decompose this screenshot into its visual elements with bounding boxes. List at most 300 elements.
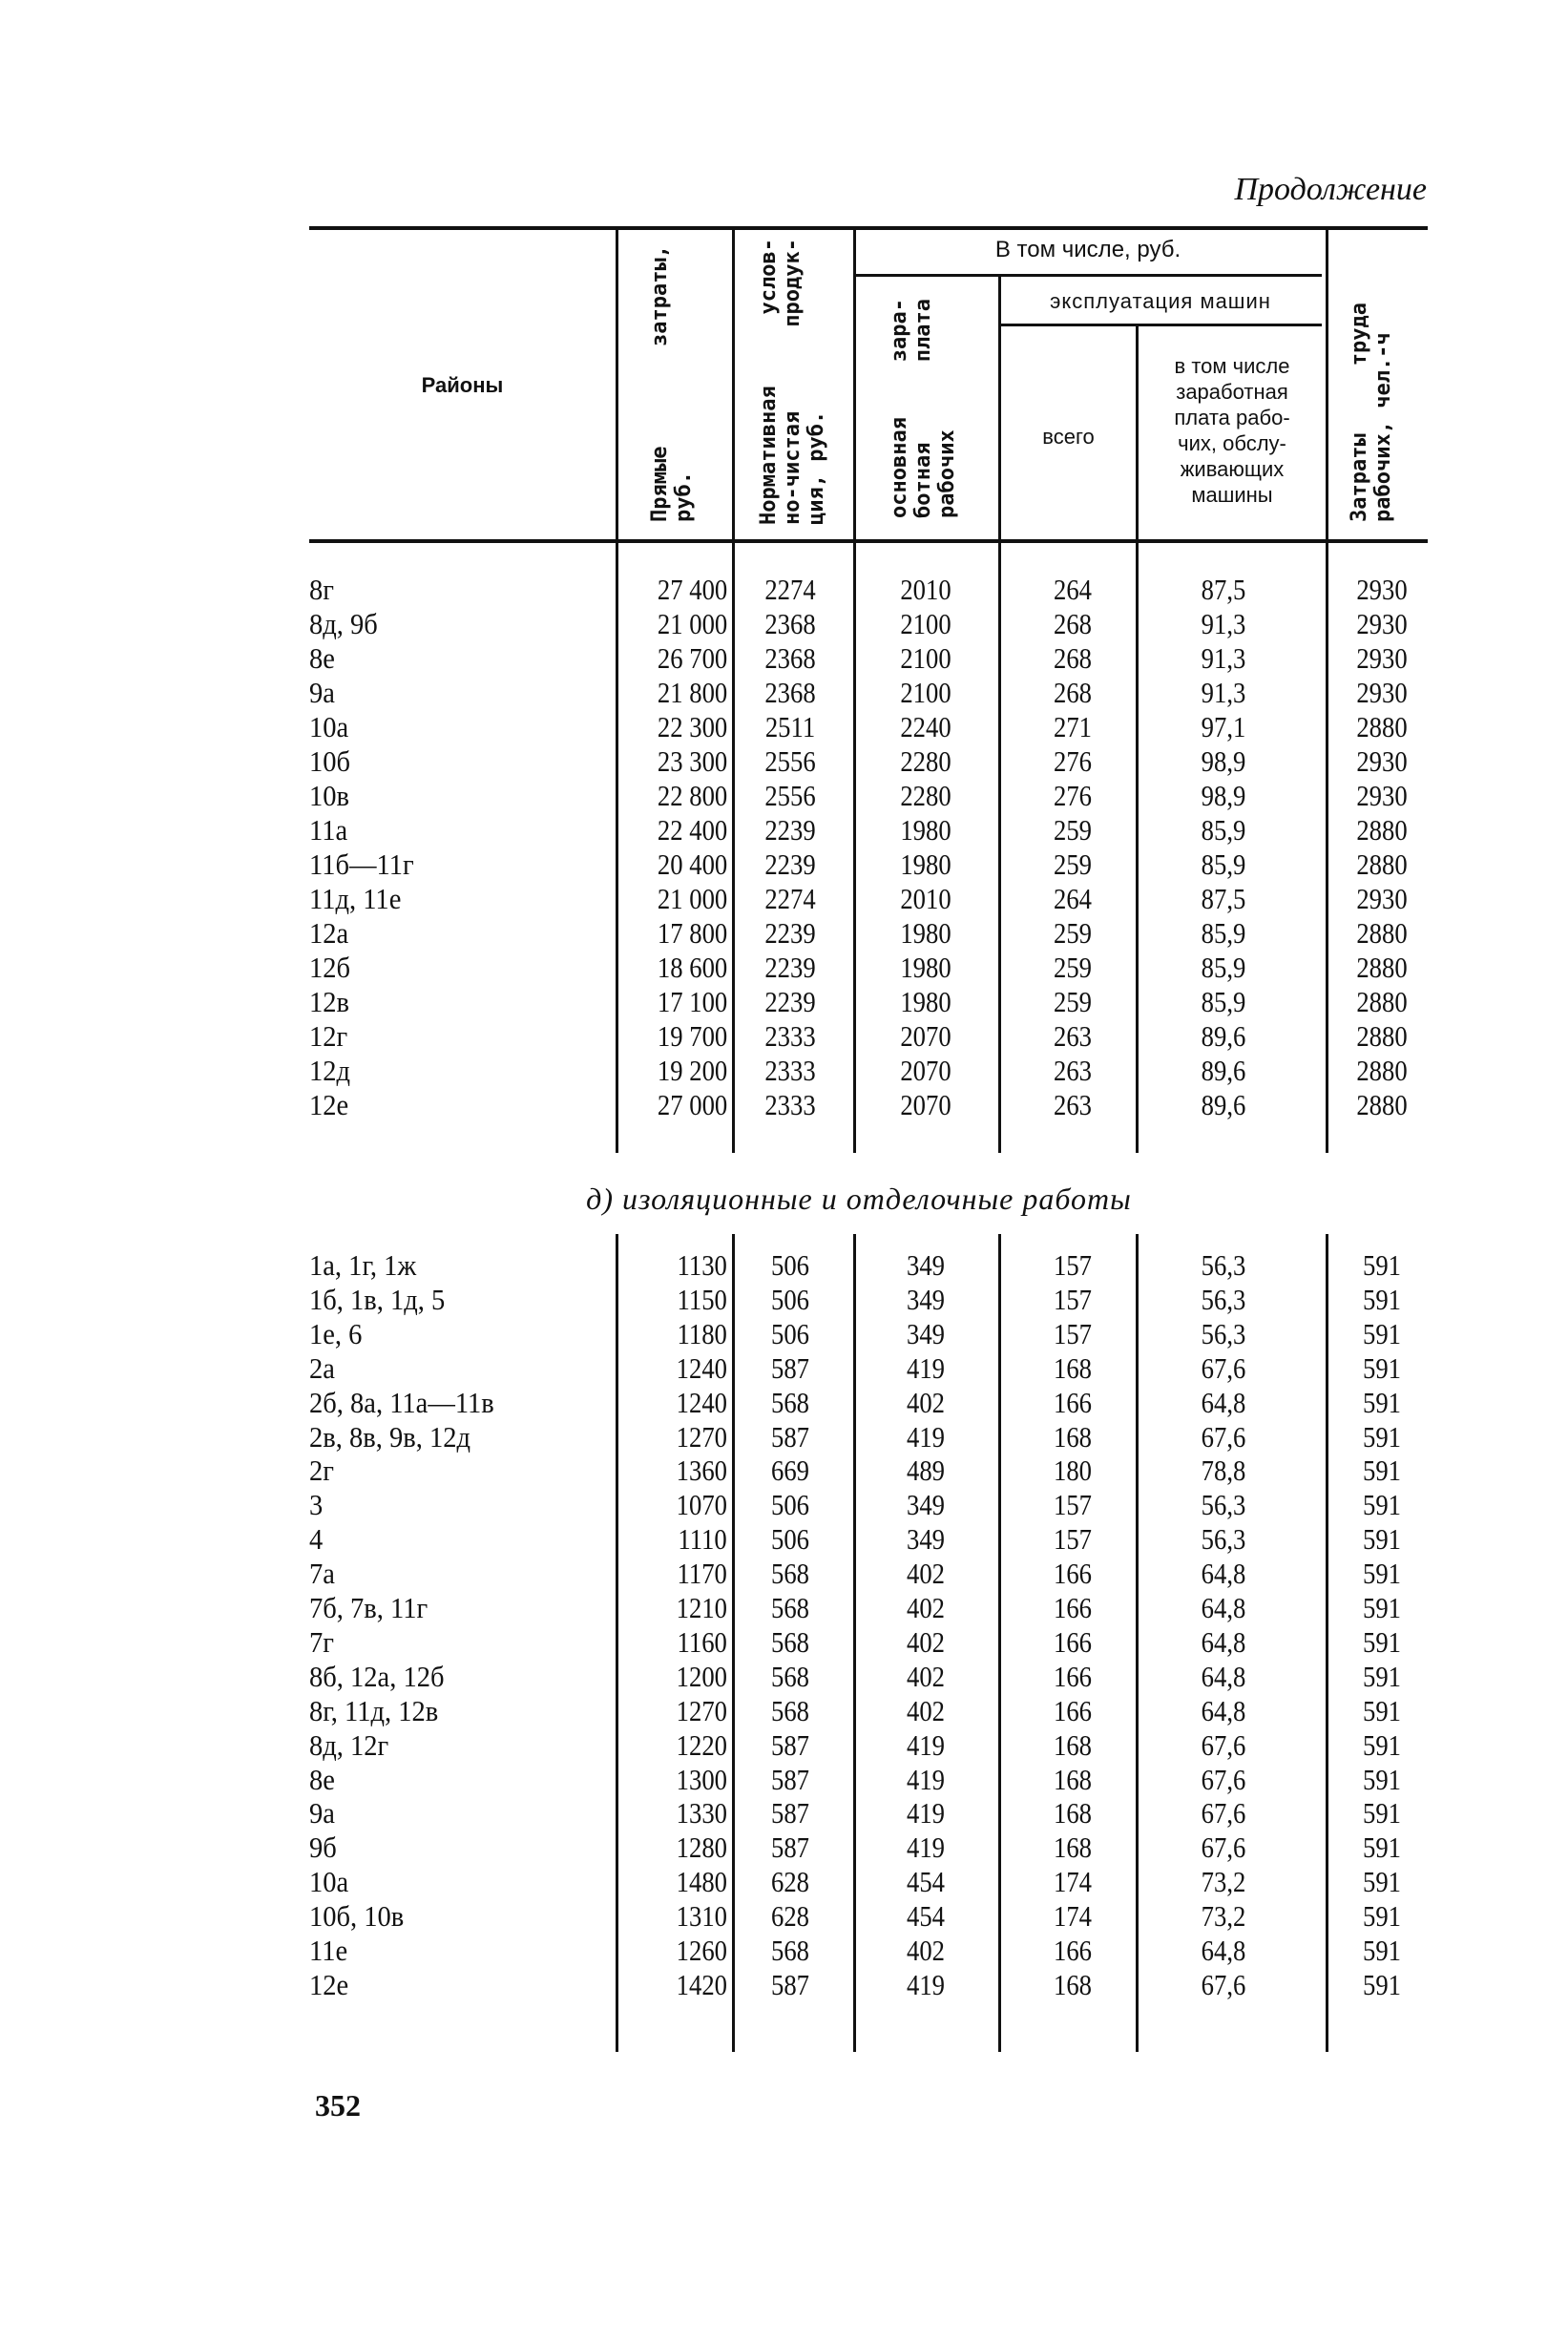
district-label: 8д, 12г <box>309 1727 389 1762</box>
table-cell: 73,2 <box>1201 1865 1246 1899</box>
table-cell: 591 <box>1363 1865 1401 1899</box>
table-cell: 2100 <box>900 676 951 709</box>
table-cell: 568 <box>771 1624 809 1659</box>
table-cell: 2100 <box>900 641 951 675</box>
header-machine-wages <box>1139 353 1326 508</box>
district-label: 9б <box>309 1830 337 1865</box>
table-cell: 2511 <box>764 710 816 743</box>
header-line: ботная плата <box>911 299 935 518</box>
table-cell: 2930 <box>1356 607 1408 640</box>
table-cell: 2274 <box>764 882 816 915</box>
table-cell: 263 <box>1054 1019 1092 1053</box>
table-cell: 591 <box>1363 1899 1401 1934</box>
table-cell: 64,8 <box>1201 1591 1246 1624</box>
table-cell: 402 <box>907 1591 945 1624</box>
district-label: 12е <box>309 1088 349 1121</box>
table-cell: 628 <box>771 1899 809 1934</box>
table-cell: 85,9 <box>1201 916 1246 950</box>
district-label: 7г <box>309 1624 334 1659</box>
table-cell: 591 <box>1363 1727 1401 1762</box>
table-cell: 26 700 <box>657 641 727 675</box>
table-cell: 97,1 <box>1201 710 1246 743</box>
table-cell: 268 <box>1054 607 1092 640</box>
table-cell: 2556 <box>764 744 816 778</box>
table-cell: 568 <box>771 1557 809 1591</box>
table-cell: 56,3 <box>1201 1248 1246 1282</box>
district-label: 10б, 10в <box>309 1899 405 1934</box>
table-cell: 2930 <box>1356 882 1408 915</box>
table-cell: 174 <box>1054 1899 1092 1934</box>
table-cell: 87,5 <box>1201 882 1246 915</box>
table-cell: 91,3 <box>1201 676 1246 709</box>
table-cell: 591 <box>1363 1693 1401 1727</box>
table-cell: 85,9 <box>1201 951 1246 984</box>
table-cell: 402 <box>907 1624 945 1659</box>
district-label: 8г, 11д, 12в <box>309 1693 439 1727</box>
table-cell: 568 <box>771 1591 809 1624</box>
table-cell: 85,9 <box>1201 985 1246 1018</box>
table-cell: 349 <box>907 1282 945 1316</box>
table-cell: 268 <box>1054 676 1092 709</box>
table-cell: 587 <box>771 1762 809 1796</box>
table-cell: 2880 <box>1356 1088 1408 1121</box>
table-cell: 591 <box>1363 1796 1401 1830</box>
table-cell: 64,8 <box>1201 1385 1246 1419</box>
header-line: плата рабо- <box>1174 406 1290 429</box>
district-label: 12е <box>309 1967 349 2001</box>
table-cell: 1980 <box>900 916 951 950</box>
table-cell: 402 <box>907 1385 945 1419</box>
table-cell: 349 <box>907 1522 945 1557</box>
table-cell: 23 300 <box>657 744 727 778</box>
table-cell: 259 <box>1054 916 1092 950</box>
table-cell: 64,8 <box>1201 1624 1246 1659</box>
district-label: 12б <box>309 951 351 984</box>
table-cell: 64,8 <box>1201 1934 1246 1967</box>
table-cell: 2880 <box>1356 710 1408 743</box>
table-cell: 591 <box>1363 1522 1401 1557</box>
table-cell: 85,9 <box>1201 847 1246 881</box>
table-cell: 628 <box>771 1865 809 1899</box>
table-cell: 2280 <box>900 779 951 812</box>
table-cell: 56,3 <box>1201 1488 1246 1522</box>
table-cell: 2368 <box>764 607 816 640</box>
table-cell: 419 <box>907 1967 945 2001</box>
table-cell: 22 800 <box>657 779 727 812</box>
table-cell: 349 <box>907 1248 945 1282</box>
table-cell: 2239 <box>764 847 816 881</box>
district-label: 7а <box>309 1557 335 1591</box>
table-cell: 2368 <box>764 641 816 675</box>
district-label: 12д <box>309 1054 351 1087</box>
table-cell: 1480 <box>676 1865 727 1899</box>
table-cell: 506 <box>771 1316 809 1350</box>
header-line: Затраты труда <box>1348 303 1371 522</box>
table-cell: 73,2 <box>1201 1899 1246 1934</box>
table-cell: 56,3 <box>1201 1282 1246 1316</box>
table-cell: 168 <box>1054 1350 1092 1385</box>
table-cell: 1980 <box>900 951 951 984</box>
header-line: рабочих, чел.-ч <box>1371 332 1395 522</box>
table-cell: 402 <box>907 1659 945 1693</box>
header-line: Нормативная услов- <box>757 239 781 525</box>
table-cell: 166 <box>1054 1934 1092 1967</box>
table-cell: 1300 <box>676 1762 727 1796</box>
table-cell: 591 <box>1363 1282 1401 1316</box>
table-top-rule <box>309 226 1428 230</box>
table-cell: 402 <box>907 1934 945 1967</box>
table-cell: 2239 <box>764 916 816 950</box>
table-cell: 98,9 <box>1201 779 1246 812</box>
table-cell: 591 <box>1363 1624 1401 1659</box>
table-cell: 591 <box>1363 1934 1401 1967</box>
header-including: В том числе, руб. <box>994 237 1181 262</box>
table-cell: 1160 <box>677 1624 727 1659</box>
table-cell: 21 000 <box>657 882 727 915</box>
table-cell: 2070 <box>900 1019 951 1053</box>
table-cell: 1980 <box>900 813 951 847</box>
table-cell: 263 <box>1054 1088 1092 1121</box>
table-cell: 64,8 <box>1201 1659 1246 1693</box>
table-cell: 419 <box>907 1419 945 1454</box>
table-cell: 1240 <box>676 1385 727 1419</box>
table-cell: 2930 <box>1356 779 1408 812</box>
table-cell: 591 <box>1363 1762 1401 1796</box>
table-cell: 2280 <box>900 744 951 778</box>
district-label: 2г <box>309 1454 334 1488</box>
table-cell: 506 <box>771 1522 809 1557</box>
table-cell: 2333 <box>764 1088 816 1121</box>
table-cell: 27 000 <box>657 1088 727 1121</box>
table-cell: 67,6 <box>1201 1967 1246 2001</box>
table-cell: 419 <box>907 1350 945 1385</box>
district-label: 11а <box>309 813 348 847</box>
table-cell: 349 <box>907 1488 945 1522</box>
table-cell: 1070 <box>676 1488 727 1522</box>
table-cell: 67,6 <box>1201 1830 1246 1865</box>
table-cell: 489 <box>907 1454 945 1488</box>
table-cell: 2880 <box>1356 916 1408 950</box>
page-number: 352 <box>315 2088 361 2123</box>
table-cell: 168 <box>1054 1727 1092 1762</box>
table-cell: 19 700 <box>657 1019 727 1053</box>
table-cell: 21 000 <box>657 607 727 640</box>
table-cell: 2274 <box>764 573 816 606</box>
table-cell: 276 <box>1054 779 1092 812</box>
district-label: 12а <box>309 916 349 950</box>
table-cell: 271 <box>1054 710 1092 743</box>
table-cell: 89,6 <box>1201 1054 1246 1087</box>
table-cell: 591 <box>1363 1248 1401 1282</box>
table-cell: 166 <box>1054 1624 1092 1659</box>
header-line: чих, обслу- <box>1178 431 1286 455</box>
table-cell: 1270 <box>676 1693 727 1727</box>
table-cell: 1130 <box>677 1248 727 1282</box>
header-line: в том числе <box>1174 354 1290 378</box>
district-label: 9а <box>309 676 335 709</box>
table-cell: 587 <box>771 1796 809 1830</box>
district-label: 10а <box>309 1865 349 1899</box>
table-cell: 454 <box>907 1865 945 1899</box>
table-cell: 349 <box>907 1316 945 1350</box>
header-divider <box>998 277 1001 540</box>
table-cell: 64,8 <box>1201 1693 1246 1727</box>
table-cell: 1420 <box>676 1967 727 2001</box>
table-cell: 2880 <box>1356 1019 1408 1053</box>
district-label: 10а <box>309 710 349 743</box>
table-cell: 268 <box>1054 641 1092 675</box>
table-cell: 1360 <box>676 1454 727 1488</box>
table-cell: 157 <box>1054 1316 1092 1350</box>
header-line: руб. <box>672 471 696 522</box>
table-cell: 91,3 <box>1201 641 1246 675</box>
table-cell: 1240 <box>676 1350 727 1385</box>
table-cell: 166 <box>1054 1693 1092 1727</box>
district-label: 8д, 9б <box>309 607 378 640</box>
table-cell: 264 <box>1054 882 1092 915</box>
table-cell: 20 400 <box>657 847 727 881</box>
table-cell: 591 <box>1363 1967 1401 2001</box>
table-cell: 166 <box>1054 1659 1092 1693</box>
table-cell: 2930 <box>1356 744 1408 778</box>
table-cell: 1170 <box>677 1557 727 1591</box>
district-label: 8г <box>309 573 334 606</box>
table-cell: 506 <box>771 1248 809 1282</box>
table-cell: 17 800 <box>657 916 727 950</box>
district-label: 12в <box>309 985 349 1018</box>
table-cell: 157 <box>1054 1282 1092 1316</box>
continuation-label: Продолжение <box>1234 172 1427 207</box>
table-cell: 591 <box>1363 1316 1401 1350</box>
table-cell: 2333 <box>764 1019 816 1053</box>
table-cell: 591 <box>1363 1488 1401 1522</box>
table-cell: 1980 <box>900 847 951 881</box>
table-cell: 591 <box>1363 1830 1401 1865</box>
table-cell: 56,3 <box>1201 1316 1246 1350</box>
table-cell: 264 <box>1054 573 1092 606</box>
table-cell: 454 <box>907 1899 945 1934</box>
table-cell: 168 <box>1054 1762 1092 1796</box>
table-cell: 22 300 <box>657 710 727 743</box>
table-cell: 18 600 <box>657 951 727 984</box>
table-cell: 419 <box>907 1796 945 1830</box>
table-cell: 259 <box>1054 985 1092 1018</box>
table-cell: 85,9 <box>1201 813 1246 847</box>
table-cell: 67,6 <box>1201 1796 1246 1830</box>
header-divider <box>616 230 618 540</box>
district-label: 12г <box>309 1019 348 1053</box>
table-cell: 587 <box>771 1727 809 1762</box>
table-cell: 591 <box>1363 1591 1401 1624</box>
table-cell: 2880 <box>1356 1054 1408 1087</box>
district-label: 7б, 7в, 11г <box>309 1591 429 1624</box>
table-cell: 27 400 <box>657 573 727 606</box>
district-label: 1а, 1г, 1ж <box>309 1248 417 1282</box>
table-cell: 67,6 <box>1201 1727 1246 1762</box>
table-cell: 2240 <box>900 710 951 743</box>
header-line: но-чистая продук- <box>781 239 805 525</box>
table-cell: 506 <box>771 1488 809 1522</box>
table-cell: 78,8 <box>1201 1454 1246 1488</box>
table-cell: 2556 <box>764 779 816 812</box>
header-machine-operation: эксплуатация машин <box>1050 289 1271 313</box>
table-cell: 2930 <box>1356 573 1408 606</box>
table-cell: 2880 <box>1356 985 1408 1018</box>
table-cell: 67,6 <box>1201 1762 1246 1796</box>
table-cell: 64,8 <box>1201 1557 1246 1591</box>
table-cell: 591 <box>1363 1454 1401 1488</box>
header-base-wages <box>888 299 964 518</box>
table-cell: 174 <box>1054 1865 1092 1899</box>
table-cell: 87,5 <box>1201 573 1246 606</box>
column-divider <box>616 543 618 1153</box>
table-cell: 2010 <box>900 573 951 606</box>
table-cell: 168 <box>1054 1830 1092 1865</box>
table-cell: 402 <box>907 1557 945 1591</box>
table-cell: 587 <box>771 1967 809 2001</box>
table-cell: 2368 <box>764 676 816 709</box>
header-districts: Районы <box>421 373 504 397</box>
table-cell: 89,6 <box>1201 1088 1246 1121</box>
table-cell: 2880 <box>1356 847 1408 881</box>
district-label: 1е, 6 <box>309 1316 363 1350</box>
table-cell: 22 400 <box>657 813 727 847</box>
table-cell: 591 <box>1363 1659 1401 1693</box>
table-cell: 259 <box>1054 951 1092 984</box>
table-cell: 587 <box>771 1830 809 1865</box>
table-cell: 419 <box>907 1762 945 1796</box>
table-cell: 1260 <box>676 1934 727 1967</box>
table-cell: 1270 <box>676 1419 727 1454</box>
table-cell: 67,6 <box>1201 1350 1246 1385</box>
table-cell: 1330 <box>676 1796 727 1830</box>
column-divider <box>616 1234 618 2052</box>
table-cell: 587 <box>771 1350 809 1385</box>
header-line: Прямые затраты, <box>648 245 672 522</box>
district-label: 11е <box>309 1934 348 1967</box>
table-cell: 89,6 <box>1201 1019 1246 1053</box>
header-normative-output <box>757 239 833 525</box>
table-cell: 168 <box>1054 1967 1092 2001</box>
table-cell: 168 <box>1054 1419 1092 1454</box>
district-label: 3 <box>309 1488 324 1522</box>
table-cell: 402 <box>907 1693 945 1727</box>
district-label: 2б, 8а, 11а—11в <box>309 1385 494 1419</box>
table-cell: 591 <box>1363 1419 1401 1454</box>
header-line: машины <box>1191 483 1273 507</box>
table-cell: 506 <box>771 1282 809 1316</box>
district-label: 10в <box>309 779 349 812</box>
table-cell: 1200 <box>676 1659 727 1693</box>
section-title: д) изоляционные и отделочные работы <box>586 1182 1132 1216</box>
district-label: 11д, 11е <box>309 882 402 915</box>
table-cell: 157 <box>1054 1248 1092 1282</box>
table-cell: 2880 <box>1356 951 1408 984</box>
table-cell: 166 <box>1054 1557 1092 1591</box>
table-cell: 17 100 <box>657 985 727 1018</box>
table-cell: 591 <box>1363 1385 1401 1419</box>
header-direct-costs <box>648 245 701 522</box>
table-cell: 591 <box>1363 1350 1401 1385</box>
table-cell: 2100 <box>900 607 951 640</box>
table-cell: 67,6 <box>1201 1419 1246 1454</box>
header-divider <box>853 230 856 540</box>
table-cell: 168 <box>1054 1796 1092 1830</box>
header-total: всего <box>1042 425 1095 449</box>
table-cell: 669 <box>771 1454 809 1488</box>
district-label: 11б—11г <box>309 847 414 881</box>
district-label: 1б, 1в, 1д, 5 <box>309 1282 446 1316</box>
table-cell: 568 <box>771 1693 809 1727</box>
table-cell: 591 <box>1363 1557 1401 1591</box>
header-divider <box>732 230 735 540</box>
table-cell: 56,3 <box>1201 1522 1246 1557</box>
table-cell: 276 <box>1054 744 1092 778</box>
table-cell: 1280 <box>676 1830 727 1865</box>
table-cell: 419 <box>907 1830 945 1865</box>
district-label: 8е <box>309 641 335 675</box>
table-cell: 259 <box>1054 813 1092 847</box>
table-cell: 166 <box>1054 1591 1092 1624</box>
table-cell: 2070 <box>900 1054 951 1087</box>
header-bottom-rule <box>309 539 1428 543</box>
header-line: основная зара- <box>888 299 911 518</box>
table-cell: 1980 <box>900 985 951 1018</box>
table-cell: 587 <box>771 1419 809 1454</box>
table-cell: 1150 <box>677 1282 727 1316</box>
table-cell: 2239 <box>764 951 816 984</box>
table-cell: 2010 <box>900 882 951 915</box>
header-line: живающих <box>1180 457 1285 481</box>
district-label: 9а <box>309 1796 335 1830</box>
table-cell: 2930 <box>1356 676 1408 709</box>
header-line: ция, руб. <box>805 410 828 525</box>
district-label: 8б, 12а, 12б <box>309 1659 445 1693</box>
table-cell: 259 <box>1054 847 1092 881</box>
including-sub-rule <box>854 274 1322 277</box>
table-cell: 2880 <box>1356 813 1408 847</box>
table-cell: 1180 <box>677 1316 727 1350</box>
table-cell: 568 <box>771 1385 809 1419</box>
table-cell: 419 <box>907 1727 945 1762</box>
district-label: 8е <box>309 1762 335 1796</box>
table-cell: 98,9 <box>1201 744 1246 778</box>
header-labor <box>1348 303 1401 522</box>
table-cell: 157 <box>1054 1522 1092 1557</box>
table-cell: 157 <box>1054 1488 1092 1522</box>
table-cell: 2070 <box>900 1088 951 1121</box>
table-cell: 568 <box>771 1934 809 1967</box>
header-line: заработная <box>1176 380 1288 404</box>
district-label: 10б <box>309 744 351 778</box>
table-cell: 2239 <box>764 985 816 1018</box>
table-cell: 1110 <box>678 1522 727 1557</box>
table-cell: 19 200 <box>657 1054 727 1087</box>
table-cell: 568 <box>771 1659 809 1693</box>
table-cell: 1310 <box>676 1899 727 1934</box>
table-cell: 1220 <box>676 1727 727 1762</box>
district-label: 2в, 8в, 9в, 12д <box>309 1419 470 1454</box>
table-cell: 91,3 <box>1201 607 1246 640</box>
district-label: 2а <box>309 1350 335 1385</box>
table-cell: 180 <box>1054 1454 1092 1488</box>
table-cell: 2333 <box>764 1054 816 1087</box>
header-divider <box>1326 230 1328 540</box>
table-cell: 1210 <box>676 1591 727 1624</box>
table-cell: 263 <box>1054 1054 1092 1087</box>
header-line: рабочих <box>935 429 959 518</box>
table-cell: 2239 <box>764 813 816 847</box>
